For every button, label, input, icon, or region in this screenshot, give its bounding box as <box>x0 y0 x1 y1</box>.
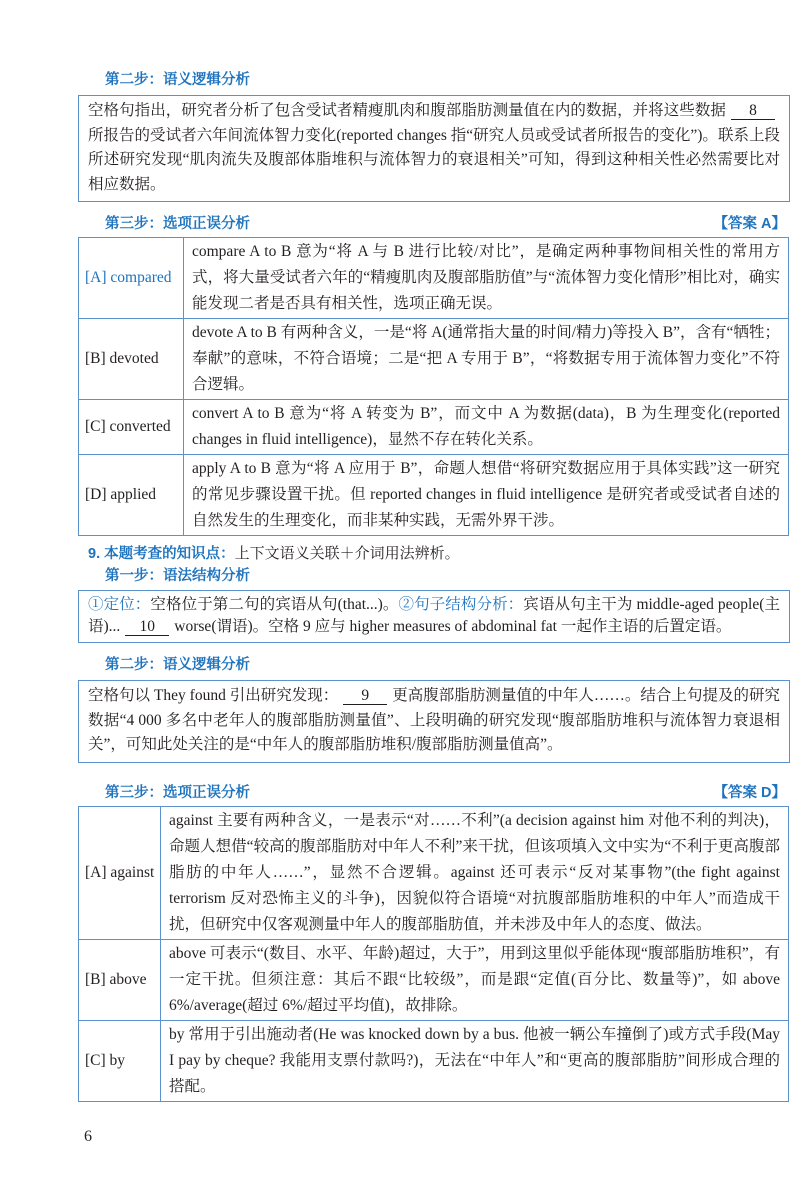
table-row <box>79 238 789 319</box>
table-row <box>79 939 789 1020</box>
q8-step2-text-after: 所报告的受试者六年间流体智力变化(reported changes 指“研究人员或受试者所报告的变化”)。联系上段所述研究发现“肌肉流失及腹部体脂堆积与流体智力的衰退相关”可知，得到这种相关性必然需要比对相应数据。 <box>88 126 780 193</box>
option-explanation: by 常用于引出施动者(He was knocked down by a bus. 他被一辆公车撞倒了)或方式手段(May I pay by cheque? 我能用支票付款吗?)，无法在“中年人”和“更高的腹部脂肪”间形成合理的搭配。 <box>161 1020 789 1101</box>
locate-label: ①定位： <box>88 596 151 613</box>
q8-step2-text-before: 空格句指出，研究者分析了包含受试者精瘦肌肉和腹部脂肪测量值在内的数据，并将这些数据 <box>88 102 726 119</box>
page-number: 6 <box>84 1128 92 1145</box>
q9-step3-heading-row <box>78 783 790 803</box>
option-explanation: devote A to B 有两种含义，一是“将 A(通常指大量的时间/精力)等投入 B”，含有“牺牲；奉献”的意味，不符合语境；二是“把 A 专用于 B”，“将数据专用于流体智力变化”不符合逻辑。 <box>184 319 789 400</box>
q9-title <box>78 544 790 564</box>
locate-text: 空格位于第二句的宾语从句(that...)。 <box>150 596 399 613</box>
q9-step2-text-after: 更高腹部脂肪测量值的中年人……。结合上句提及的研究数据“4 000 多名中老年人的腹部脂肪测量值”、上段明确的研究发现“腹部脂肪堆积与流体智力衰退相关”，可知此处关注的是“中年人的腹部脂肪堆积/腹部脂肪测量值高”。 <box>88 687 780 753</box>
blank-10: 10 <box>125 618 169 636</box>
option-label: [B] devoted <box>79 319 184 400</box>
q8-step2-box <box>78 95 790 202</box>
structure-label: ②句子结构分析： <box>398 596 524 613</box>
table-row <box>79 1020 789 1101</box>
table-row <box>79 806 789 939</box>
blank-8: 8 <box>731 102 775 120</box>
option-explanation: apply A to B 意为“将 A 应用于 B”，命题人想借“将研究数据应用于具体实践”这一研究的常见步骤设置干扰。但 reported changes in fluid intelligence 是研究者或受试者自述的自然发生的生理变化，而非某种实践，无需外界干涉。 <box>184 455 789 536</box>
option-explanation: convert A to B 意为“将 A 转变为 B”，而文中 A 为数据(data)，B 为生理变化(reported changes in fluid intelligence)，显然不存在转化关系。 <box>184 400 789 455</box>
q9-step2-box <box>78 680 790 763</box>
q9-options-table <box>78 806 789 1102</box>
option-label: [A] against <box>79 806 161 939</box>
table-row <box>79 319 789 400</box>
table-row <box>79 400 789 455</box>
q9-step3-heading: 第三步：选项正误分析 <box>105 784 250 801</box>
q8-options-table <box>78 237 789 536</box>
option-explanation: compare A to B 意为“将 A 与 B 进行比较/对比”，是确定两种事物间相关性的常用方式，将大量受试者六年的“精瘦肌肉及腹部脂肪值”与“流体智力变化情形”相比对，确实能发现二者是否具有相关性，选项正确无误。 <box>184 238 789 319</box>
q9-title-text: 上下文语义关联＋介词用法辨析。 <box>234 546 460 562</box>
option-label: [C] converted <box>79 400 184 455</box>
q9-step1-heading: 第一步：语法结构分析 <box>105 568 250 584</box>
option-label: [C] by <box>79 1020 161 1101</box>
q9-step2-heading: 第二步：语义逻辑分析 <box>105 657 250 673</box>
option-label: [A] compared <box>79 238 184 319</box>
q8-step2-heading: 第二步：语义逻辑分析 <box>105 72 250 88</box>
q9-step1-box <box>78 590 790 643</box>
page-content <box>78 70 790 1102</box>
option-explanation: above 可表示“(数目、水平、年龄)超过，大于”，用到这里似乎能体现“腹部脂肪堆积”，有一定干扰。但须注意：其后不跟“比较级”，而是跟“定值(百分比、数量等)”，如 above 6%/average(超过 6%/超过平均值)，故排除。 <box>161 939 789 1020</box>
q8-answer-tag: 【答案 A】 <box>713 216 786 232</box>
q9-step2-text-before: 空格句以 They found 引出研究发现： <box>88 687 339 704</box>
q9-answer-tag: 【答案 D】 <box>713 784 786 801</box>
q8-step3-heading: 第三步：选项正误分析 <box>105 216 250 232</box>
option-label: [B] above <box>79 939 161 1020</box>
structure-text-before: 宾语从句主干为 middle-aged people(主语)... <box>88 596 780 635</box>
blank-9: 9 <box>343 687 387 705</box>
table-row <box>79 455 789 536</box>
option-explanation: against 主要有两种含义，一是表示“对……不利”(a decision against him 对他不利的判决)，命题人想借“较高的腹部脂肪对中年人不利”来干扰，但该项填入文中实为“不利于更高腹部脂肪的中年人……”，显然不合逻辑。against 还可表示“反对某事物”(the fight against terrorism 反对恐怖主义的斗争)，因貌似符合语境“对抗腹部脂肪堆积的中年人”而造成干扰，但研究中仅客观测量中年人的腹部脂肪值，并未涉及中年人的态度、做法。 <box>161 806 789 939</box>
option-label: [D] applied <box>79 455 184 536</box>
q8-step3-heading-row <box>78 214 790 234</box>
structure-text-after: worse(谓语)。空格 9 应与 higher measures of abdominal fat 一起作主语的后置定语。 <box>174 618 732 635</box>
q9-title-number: 9. 本题考查的知识点： <box>88 546 235 562</box>
